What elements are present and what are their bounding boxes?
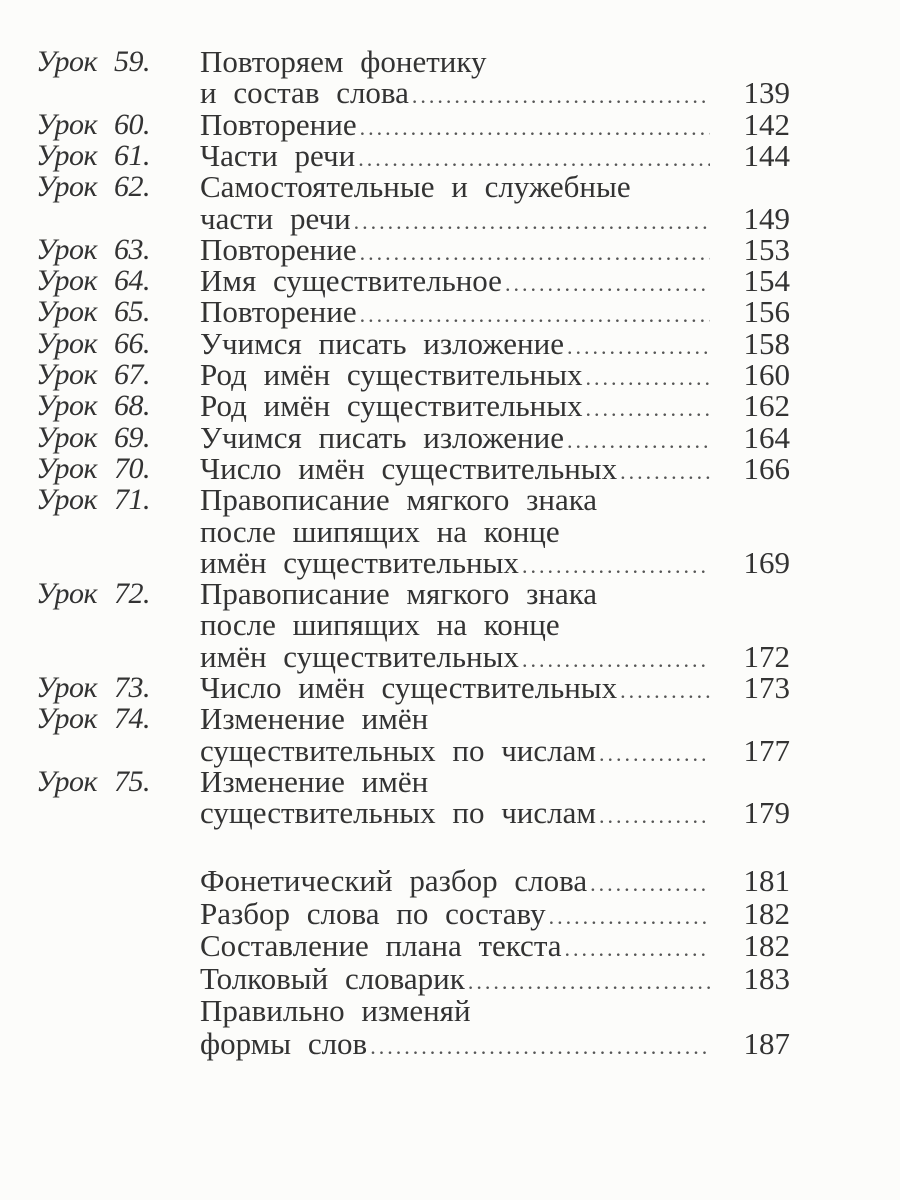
dot-leader [412, 83, 710, 109]
entry-title-text: Самостоятельные и служебные [200, 169, 631, 205]
toc-line [0, 995, 900, 1027]
dot-leader [567, 334, 710, 360]
lesson-label: Урок 68. [36, 389, 151, 423]
dot-leader [522, 553, 710, 579]
page-number: 158 [743, 325, 790, 361]
toc-line [0, 390, 900, 422]
dot-leader [586, 396, 710, 422]
lesson-label: Урок 70. [36, 451, 151, 485]
toc-line [0, 638, 900, 674]
entry-title-text: Правописание мягкого знака [200, 482, 598, 518]
lesson-label: Урок 67. [36, 358, 151, 391]
lesson-label: Урок 65. [36, 295, 151, 329]
page-number: 139 [743, 75, 790, 111]
dot-leader [567, 428, 710, 454]
entry-title-text: Число имён существительных [200, 450, 618, 486]
page-number: 182 [743, 928, 790, 964]
entry-title-text: Составление плана текста [200, 928, 562, 964]
toc-line [0, 296, 900, 328]
entry-title-text: Части речи [200, 137, 356, 173]
page-number: 144 [743, 137, 790, 173]
entry-title-text: Повторение [200, 294, 357, 330]
entry-title [200, 795, 710, 831]
toc-line [0, 763, 900, 799]
entry-title-text: после шипящих на конце [200, 607, 560, 643]
lesson-label: Урок 64. [36, 264, 151, 298]
lesson-label: Урок 71. [36, 483, 151, 517]
entry-title [200, 993, 710, 1029]
entry-title [200, 863, 710, 899]
dot-leader [360, 240, 710, 266]
entry-title-text: Изменение имён [200, 701, 429, 737]
entry-title-text: существительных по числам [200, 795, 596, 831]
toc-line [0, 200, 900, 236]
dot-leader [360, 115, 710, 141]
toc-line [0, 137, 900, 173]
toc-line [0, 484, 900, 516]
page-number: 181 [743, 863, 790, 898]
toc-line [0, 325, 900, 361]
lesson-label: Урок 69. [36, 420, 151, 454]
dot-leader [360, 302, 710, 328]
entry-title-text: Изменение имён [200, 763, 429, 799]
toc-line [0, 672, 900, 704]
dot-leader [586, 365, 710, 391]
page-number: 183 [743, 960, 790, 996]
dot-leader [620, 459, 710, 485]
dot-leader [590, 871, 710, 897]
page-number: 164 [743, 419, 790, 455]
toc-line [0, 77, 900, 109]
entry-title-text: Имя существительное [200, 263, 502, 299]
entry-title-text: формы слов [200, 1026, 368, 1061]
page-number: 160 [743, 357, 790, 392]
entry-title-text: и состав слова [200, 75, 409, 111]
entry-title-text: Род имён существительных [200, 388, 583, 424]
lesson-label: Урок 73. [36, 671, 151, 704]
entry-title-text: Правильно изменяй [200, 993, 471, 1029]
entry-title [200, 961, 710, 997]
toc-line [0, 359, 900, 391]
entry-title-text: Правописание мягкого знака [200, 576, 598, 612]
toc-line [0, 171, 900, 203]
dot-leader [505, 271, 710, 297]
toc-line [0, 732, 900, 768]
entry-title [200, 1026, 710, 1062]
toc-line [0, 513, 900, 549]
entry-title-text: Толковый словарик [200, 960, 465, 996]
page-number: 149 [743, 200, 790, 236]
lesson-label: Урок 61. [36, 138, 151, 172]
entry-title-text: Число имён существительных [200, 670, 618, 705]
lesson-label: Урок 75. [36, 764, 151, 798]
entry-title-text: имён существительных [200, 544, 519, 580]
lesson-label: Урок 59. [36, 45, 151, 78]
entry-title-text: после шипящих на конце [200, 513, 560, 549]
dot-leader [468, 969, 710, 995]
entry-title-text: имён существительных [200, 638, 519, 674]
toc-line [0, 46, 900, 78]
dot-leader [549, 904, 710, 930]
entry-title-text: Учимся писать изложение [200, 419, 564, 455]
lesson-label: Урок 66. [36, 326, 151, 360]
toc-line [0, 703, 900, 735]
lesson-label: Урок 72. [36, 577, 151, 611]
lesson-label: Урок 62. [36, 170, 151, 204]
entry-title-text: существительных по числам [200, 732, 596, 768]
entry-title-text: Учимся писать изложение [200, 325, 564, 361]
toc-line [0, 578, 900, 610]
page-number: 182 [743, 895, 790, 931]
page-number: 154 [743, 263, 790, 299]
lesson-label: Урок 60. [36, 107, 151, 141]
dot-leader [599, 803, 710, 829]
entry-title-text: Повторение [200, 106, 357, 142]
toc-line [0, 544, 900, 580]
dot-leader [522, 647, 710, 673]
page-number: 169 [743, 544, 790, 580]
entry-title-text: Разбор слова по составу [200, 895, 546, 931]
entry-title-text: Род имён существительных [200, 357, 583, 392]
page-number: 142 [743, 106, 790, 142]
dot-leader [354, 209, 710, 235]
toc-line [0, 1028, 900, 1060]
dot-leader [565, 936, 711, 962]
page-number: 173 [743, 670, 790, 705]
dot-leader [358, 146, 710, 172]
page-number: 156 [743, 294, 790, 330]
toc-line [0, 106, 900, 142]
entry-title-text: Фонетический разбор слова [200, 863, 588, 898]
page-number: 187 [743, 1026, 790, 1061]
toc-line [0, 231, 900, 267]
page-number: 153 [743, 231, 790, 267]
toc-line [0, 797, 900, 829]
page-number: 166 [743, 450, 790, 486]
toc-line [0, 450, 900, 486]
entry-title-text: части речи [200, 200, 351, 236]
page-number: 172 [743, 638, 790, 674]
toc-line [0, 265, 900, 297]
page-number: 179 [743, 795, 790, 831]
page-number: 177 [743, 732, 790, 768]
toc-line [0, 609, 900, 641]
entry-title-text: Повторение [200, 231, 357, 267]
toc-line [0, 419, 900, 455]
toc-line [0, 865, 900, 897]
toc-line [0, 895, 900, 931]
dot-leader [599, 741, 710, 767]
lesson-label: Урок 63. [36, 232, 151, 266]
dot-leader [370, 1034, 710, 1060]
entry-title-text: Повторяем фонетику [200, 44, 487, 79]
entry-title [200, 896, 710, 932]
dot-leader [620, 678, 710, 704]
page-number: 162 [743, 388, 790, 424]
entry-title [200, 928, 710, 964]
toc-line [0, 930, 900, 962]
lesson-label: Урок 74. [36, 702, 151, 736]
toc-line [0, 960, 900, 996]
